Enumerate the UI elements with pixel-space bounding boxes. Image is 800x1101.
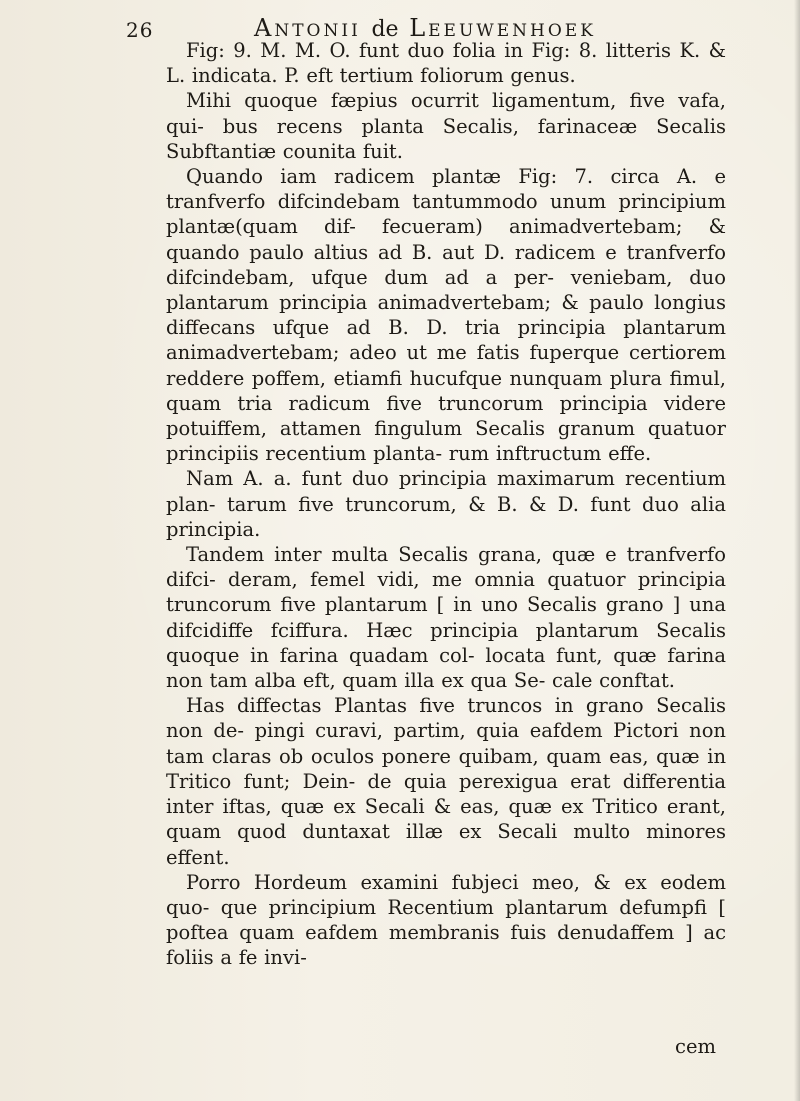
running-head-author-last: Leeuwenhoek [409, 14, 596, 42]
body-text [166, 38, 726, 971]
paragraph-ligamentum: Mihi quoque fæpius ocurrit ligamentum, five vafa, qui- bus recens planta Secalis, farinaceæ Secalis Subftantiæ counita fuit. [166, 89, 726, 163]
page-edge-shadow [794, 0, 800, 1101]
paragraph-tandem: Tandem inter multa Secalis grana, quæ e tranfverfo difci- deram, femel vidi, me omnia quatuor principia truncorum five plantarum [ in uno Secalis grano ] una difcidiffe fciffura. Hæc principia plantarum Secalis quoque in farina quadam col- locata funt, quæ farina non tam alba eft, quam illa ex qua Se- cale conftat. [166, 543, 726, 693]
paragraph-porro: Porro Hordeum examini fubjeci meo, & ex eodem quo- que principium Recentium plantarum defumpfi [ poftea quam eafdem membranis fuis denudaffem ] ac foliis a fe invi- [166, 870, 726, 970]
catchword: cem [675, 1035, 716, 1058]
paragraph-fig9: Fig: 9. M. M. O. funt duo folia in Fig: 8. litteris K. & L. indicata. P. eft tertium foliorum genus. [166, 39, 726, 88]
running-head-de: de [371, 17, 399, 42]
paragraph-quando: Quando iam radicem plantæ Fig: 7. circa A. e tranfverfo difcindebam tantummodo unum principium plantæ(quam dif- fecueram) animadvertebam; & quando paulo altius ad B. aut D. radicem e tranfverfo difcindebam, ufque dum ad a per- veniebam, duo plantarum principia animadvertebam; & paulo longius diffecans ufque ad B. D. tria principia plantarum animadvertebam; adeo ut me fatis fuperque certiorem reddere poffem, etiamfi hucufque nunquam plura fimul, quam tria radicum five truncorum principia videre potuiffem, attamen fingulum Secalis granum quatuor principiis recentium planta- rum inftructum effe. [166, 165, 726, 466]
paragraph-has-dissectas: Has diffectas Plantas five truncos in grano Secalis non de- pingi curavi, partim, quia eafdem Pictori non tam claras ob oculos ponere quibam, quam eas, quæ in Tritico funt; Dein- de quia perexigua erat differentia inter iftas, quæ ex Secali & eas, quæ ex Tritico erant, quam quod duntaxat illæ ex Secali multo minores effent. [166, 694, 726, 869]
page-number: 26 [126, 18, 154, 42]
running-head-author-first: Antonii [254, 14, 361, 42]
paragraph-nam: Nam A. a. funt duo principia maximarum recentium plan- tarum five truncorum, & B. & D. funt duo alia principia. [166, 467, 726, 541]
